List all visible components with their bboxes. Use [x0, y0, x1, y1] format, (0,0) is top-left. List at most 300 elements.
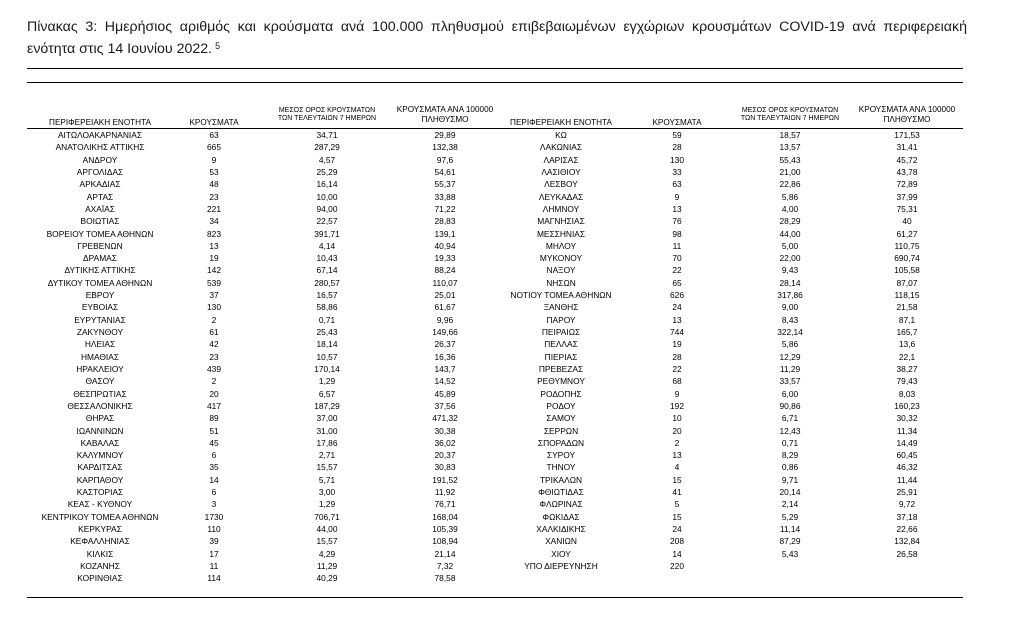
table-row	[27, 326, 963, 338]
right-cases-cell: 22	[672, 265, 682, 276]
divider-top	[27, 68, 963, 69]
left-region-cell: ΓΡΕΒΕΝΩΝ	[77, 240, 123, 251]
right-cases-cell: 9	[674, 191, 680, 202]
left-avg-cell: 5,71	[318, 474, 336, 485]
right-region-cell: ΝΑΞΟΥ	[546, 265, 576, 276]
right-region-cell: ΛΑΚΩΝΙΑΣ	[539, 142, 583, 153]
right-avg-cell: 5,86	[781, 339, 799, 350]
right-cases-cell: 10	[672, 413, 682, 424]
left-avg-cell: 4,57	[318, 154, 336, 165]
right-per100k-cell: 171,53	[894, 130, 920, 140]
right-avg-cell: 11,14	[779, 524, 801, 534]
left-cases-cell: 142	[207, 265, 221, 276]
left-region-cell: ΘΕΣΣΑΛΟΝΙΚΗΣ	[67, 400, 133, 411]
left-region-cell: ΚΟΖΑΝΗΣ	[80, 560, 120, 571]
left-per100k-cell: 16,36	[434, 351, 456, 362]
left-avg-cell: 17,86	[316, 437, 338, 448]
table-row	[27, 228, 963, 240]
left-per100k-cell: 9,96	[436, 314, 454, 325]
left-avg-cell: 187,29	[314, 400, 340, 411]
table-row	[27, 425, 963, 437]
right-region-cell: ΝΗΣΩΝ	[546, 277, 576, 288]
table-row	[27, 449, 963, 461]
right-per100k-cell: 43,78	[896, 166, 918, 177]
right-per100k-cell: 61,27	[896, 228, 918, 239]
left-region-cell: ΚΕΝΤΡΙΚΟΥ ΤΟΜΕΑ ΑΘΗΝΩΝ	[41, 511, 159, 522]
left-avg-cell: 10,43	[316, 253, 338, 264]
left-per100k-cell: 139,1	[434, 228, 456, 239]
left-region-cell: ΔΡΑΜΑΣ	[83, 253, 117, 264]
right-per100k-cell: 165,7	[896, 327, 918, 337]
right-per100k-cell: 160,23	[894, 400, 920, 411]
table-row	[27, 240, 963, 252]
right-avg-cell: 20,14	[779, 487, 801, 498]
left-region-cell: ΚΕΑΣ - ΚΥΘΝΟΥ	[67, 499, 133, 510]
right-cases-cell: 626	[670, 290, 684, 301]
left-cases-cell: 823	[207, 228, 221, 239]
table-row	[27, 363, 963, 375]
right-region-cell: ΧΑΛΚΙΔΙΚΗΣ	[536, 524, 586, 534]
left-per100k-cell: 28,83	[434, 216, 456, 227]
right-avg-cell: 9,00	[781, 302, 799, 313]
left-region-cell: ΚΑΒΑΛΑΣ	[80, 437, 120, 448]
header-avg-left-line1: ΜΕΣΟΣ ΟΡΟΣ ΚΡΟΥΣΜΑΤΩΝ	[278, 107, 376, 114]
left-per100k-cell: 61,67	[434, 302, 456, 313]
header-avg-left	[272, 107, 382, 123]
right-per100k-cell: 105,58	[894, 265, 920, 276]
table-row	[27, 289, 963, 301]
right-avg-cell: 55,43	[779, 154, 801, 165]
header-avg-left-line2: ΤΩΝ ΤΕΛΕΥΤΑΙΩΝ 7 ΗΜΕΡΩΝ	[277, 115, 377, 122]
right-per100k-cell: 45,72	[896, 154, 918, 165]
right-per100k-cell: 11,34	[896, 425, 918, 436]
header-avg-right	[735, 107, 845, 123]
right-per100k-cell: 60,45	[896, 450, 918, 461]
left-region-cell: ΚΑΡΔΙΤΣΑΣ	[77, 462, 123, 473]
right-avg-cell: 13,57	[779, 142, 801, 153]
left-region-cell: ΕΥΒΟΙΑΣ	[81, 302, 119, 313]
header-per100k-left-line2: ΠΛΗΘΥΣΜΟ	[421, 115, 469, 124]
right-cases-cell: 192	[670, 400, 684, 411]
left-avg-cell: 10,57	[316, 351, 338, 362]
left-avg-cell: 170,14	[314, 363, 340, 374]
left-per100k-cell: 26,37	[434, 339, 456, 350]
right-cases-cell: 220	[670, 560, 684, 571]
right-cases-cell: 2	[674, 437, 680, 448]
right-cases-cell: 744	[670, 327, 684, 337]
left-avg-cell: 25,43	[316, 327, 338, 337]
left-region-cell: ΗΛΕΙΑΣ	[84, 339, 116, 350]
left-region-cell: ΘΕΣΠΡΩΤΙΑΣ	[73, 388, 127, 399]
table-row	[27, 572, 963, 584]
right-region-cell: ΛΗΜΝΟΥ	[542, 203, 580, 214]
left-region-cell: ΑΙΤΩΛΟΑΚΑΡΝΑΝΙΑΣ	[57, 130, 143, 140]
left-per100k-cell: 21,14	[434, 548, 456, 559]
right-avg-cell: 322,14	[777, 327, 803, 337]
table-row	[27, 548, 963, 560]
table-row	[27, 535, 963, 547]
right-avg-cell: 21,00	[779, 166, 801, 177]
left-per100k-cell: 471,32	[432, 413, 458, 424]
left-per100k-cell: 97,6	[436, 154, 454, 165]
right-avg-cell: 44,00	[779, 228, 801, 239]
left-per100k-cell: 105,39	[432, 524, 458, 534]
right-region-cell: ΡΟΔΟΥ	[546, 400, 576, 411]
right-avg-cell: 28,29	[779, 216, 801, 227]
right-per100k-cell: 118,15	[894, 290, 920, 301]
left-avg-cell: 37,00	[316, 413, 338, 424]
right-cases-cell: 19	[672, 339, 682, 350]
right-region-cell: ΠΙΕΡΙΑΣ	[544, 351, 578, 362]
right-region-cell: ΠΕΛΛΑΣ	[544, 339, 578, 350]
left-per100k-cell: 20,37	[434, 450, 456, 461]
left-avg-cell: 40,29	[316, 573, 338, 584]
left-cases-cell: 3	[211, 499, 217, 510]
right-avg-cell: 28,14	[779, 277, 801, 288]
left-cases-cell: 417	[207, 400, 221, 411]
right-cases-cell: 98	[672, 228, 682, 239]
right-cases-cell: 13	[672, 203, 682, 214]
left-per100k-cell: 88,24	[434, 265, 456, 276]
left-cases-cell: 23	[209, 351, 219, 362]
right-per100k-cell: 25,91	[896, 487, 918, 498]
right-cases-cell: 41	[672, 487, 682, 498]
right-per100k-cell: 22,66	[896, 524, 918, 534]
right-cases-cell: 4	[674, 462, 680, 473]
right-avg-cell: 9,71	[781, 474, 799, 485]
right-avg-cell: 22,86	[779, 179, 801, 190]
right-per100k-cell: 690,74	[894, 253, 920, 264]
right-region-cell: ΛΕΥΚΑΔΑΣ	[538, 191, 584, 202]
left-region-cell: ΚΕΦΑΛΛΗΝΙΑΣ	[70, 536, 130, 547]
right-per100k-cell: 9,72	[898, 499, 916, 510]
right-region-cell: ΦΛΩΡΙΝΑΣ	[539, 499, 583, 510]
right-avg-cell: 0,86	[781, 462, 799, 473]
divider-bottom	[27, 597, 963, 598]
divider-second	[27, 82, 963, 83]
right-per100k-cell: 31,41	[896, 142, 918, 153]
right-cases-cell: 65	[672, 277, 682, 288]
right-avg-cell: 87,29	[779, 536, 801, 547]
right-region-cell: ΤΗΝΟΥ	[546, 462, 576, 473]
header-cases-left: ΚΡΟΥΣΜΑΤΑ	[189, 118, 239, 127]
right-cases-cell: 63	[672, 179, 682, 190]
header-per100k-left-line1: ΚΡΟΥΣΜΑΤΑ ΑΝΑ 100000	[396, 105, 494, 114]
header-per100k-right	[847, 105, 967, 125]
right-cases-cell: 15	[672, 474, 682, 485]
left-region-cell: ΑΝΑΤΟΛΙΚΗΣ ΑΤΤΙΚΗΣ	[55, 142, 145, 153]
table-row	[27, 215, 963, 227]
right-avg-cell: 5,29	[781, 511, 799, 522]
left-cases-cell: 35	[209, 462, 219, 473]
right-region-cell: ΠΕΙΡΑΙΩΣ	[541, 327, 581, 337]
right-avg-cell: 317,86	[777, 290, 803, 301]
right-cases-cell: 15	[672, 511, 682, 522]
left-region-cell: ΚΟΡΙΝΘΙΑΣ	[77, 573, 123, 584]
left-avg-cell: 18,14	[316, 339, 338, 350]
right-cases-cell: 11	[672, 240, 682, 251]
left-per100k-cell: 11,92	[434, 487, 456, 498]
left-avg-cell: 15,57	[316, 462, 338, 473]
left-cases-cell: 34	[209, 216, 219, 227]
left-per100k-cell: 45,89	[434, 388, 456, 399]
right-cases-cell: 24	[672, 302, 682, 313]
left-region-cell: ΚΕΡΚΥΡΑΣ	[78, 524, 122, 534]
left-per100k-cell: 40,94	[434, 240, 456, 251]
left-per100k-cell: 33,88	[434, 191, 456, 202]
left-per100k-cell: 191,52	[432, 474, 458, 485]
left-per100k-cell: 132,38	[432, 142, 458, 153]
left-avg-cell: 94,00	[316, 203, 338, 214]
header-avg-right-line2: ΤΩΝ ΤΕΛΕΥΤΑΙΩΝ 7 ΗΜΕΡΩΝ	[740, 115, 840, 122]
right-cases-cell: 13	[672, 314, 682, 325]
right-region-cell: ΛΑΣΙΘΙΟΥ	[541, 166, 581, 177]
left-region-cell: ΙΩΑΝΝΙΝΩΝ	[76, 425, 124, 436]
header-region-right: ΠΕΡΙΦΕΡΕΙΑΚΗ ΕΝΟΤΗΤΑ	[510, 118, 612, 127]
left-cases-cell: 110	[207, 524, 221, 534]
left-avg-cell: 6,57	[318, 388, 336, 399]
right-cases-cell: 208	[670, 536, 684, 547]
left-avg-cell: 706,71	[314, 511, 340, 522]
right-region-cell: ΣΠΟΡΑΔΩΝ	[537, 437, 585, 448]
left-cases-cell: 221	[207, 203, 221, 214]
right-avg-cell: 18,57	[779, 130, 801, 140]
left-region-cell: ΑΝΔΡΟΥ	[82, 154, 118, 165]
right-region-cell: ΠΡΕΒΕΖΑΣ	[538, 363, 584, 374]
table-row	[27, 264, 963, 276]
header-per100k-left	[385, 105, 505, 125]
table-row	[27, 166, 963, 178]
left-avg-cell: 287,29	[314, 142, 340, 153]
table-header	[27, 103, 963, 129]
table-row	[27, 511, 963, 523]
left-cases-cell: 61	[209, 327, 219, 337]
right-cases-cell: 9	[674, 388, 680, 399]
left-cases-cell: 2	[211, 314, 217, 325]
table-row	[27, 351, 963, 363]
table-body	[27, 129, 963, 585]
right-per100k-cell: 37,99	[896, 191, 918, 202]
right-cases-cell: 20	[672, 425, 682, 436]
left-per100k-cell: 78,58	[434, 573, 456, 584]
left-region-cell: ΕΒΡΟΥ	[85, 290, 115, 301]
left-avg-cell: 11,29	[316, 560, 338, 571]
table-row	[27, 252, 963, 264]
header-per100k-right-line1: ΚΡΟΥΣΜΑΤΑ ΑΝΑ 100000	[858, 105, 956, 114]
left-avg-cell: 3,00	[318, 487, 336, 498]
left-cases-cell: 665	[207, 142, 221, 153]
left-per100k-cell: 36,02	[434, 437, 456, 448]
right-region-cell: ΛΑΡΙΣΑΣ	[543, 154, 579, 165]
left-per100k-cell: 71,22	[434, 203, 456, 214]
right-avg-cell: 22,00	[779, 253, 801, 264]
right-region-cell: ΝΟΤΙΟΥ ΤΟΜΕΑ ΑΘΗΝΩΝ	[510, 290, 612, 301]
right-per100k-cell: 132,84	[894, 536, 920, 547]
right-per100k-cell: 22,1	[898, 351, 916, 362]
left-per100k-cell: 168,04	[432, 511, 458, 522]
right-cases-cell: 5	[674, 499, 680, 510]
left-region-cell: ΔΥΤΙΚΗΣ ΑΤΤΙΚΗΣ	[64, 265, 136, 276]
left-avg-cell: 4,14	[318, 240, 336, 251]
left-per100k-cell: 29,89	[434, 130, 456, 140]
left-avg-cell: 0,71	[318, 314, 336, 325]
left-avg-cell: 22,57	[316, 216, 338, 227]
right-per100k-cell: 37,18	[896, 511, 918, 522]
left-region-cell: ΑΡΓΟΛΙΔΑΣ	[76, 166, 124, 177]
left-avg-cell: 31,00	[316, 425, 338, 436]
left-region-cell: ΘΑΣΟΥ	[85, 376, 115, 387]
left-cases-cell: 2	[211, 376, 217, 387]
right-cases-cell: 14	[672, 548, 682, 559]
right-region-cell: ΧΑΝΙΩΝ	[545, 536, 577, 547]
right-avg-cell: 90,86	[779, 400, 801, 411]
right-per100k-cell: 30,32	[896, 413, 918, 424]
right-per100k-cell: 14,49	[896, 437, 918, 448]
right-cases-cell: 70	[672, 253, 682, 264]
left-region-cell: ΗΜΑΘΙΑΣ	[80, 351, 120, 362]
right-avg-cell: 6,00	[781, 388, 799, 399]
left-region-cell: ΘΗΡΑΣ	[85, 413, 115, 424]
right-region-cell: ΣΑΜΟΥ	[546, 413, 576, 424]
left-region-cell: ΚΑΣΤΟΡΙΑΣ	[76, 487, 124, 498]
right-region-cell: ΦΩΚΙΔΑΣ	[542, 511, 580, 522]
right-cases-cell: 13	[672, 450, 682, 461]
right-per100k-cell: 13,6	[898, 339, 916, 350]
right-region-cell: ΜΥΚΟΝΟΥ	[539, 253, 583, 264]
left-avg-cell: 16,57	[316, 290, 338, 301]
right-cases-cell: 28	[672, 142, 682, 153]
left-cases-cell: 14	[209, 474, 219, 485]
table-row	[27, 154, 963, 166]
right-region-cell: ΚΩ	[555, 130, 567, 140]
left-cases-cell: 11	[209, 560, 219, 571]
table-row	[27, 338, 963, 350]
left-region-cell: ΚΑΛΥΜΝΟΥ	[76, 450, 124, 461]
right-cases-cell: 76	[672, 216, 682, 227]
left-per100k-cell: 14,52	[434, 376, 456, 387]
left-per100k-cell: 110,07	[432, 277, 458, 288]
left-per100k-cell: 76,71	[434, 499, 456, 510]
right-avg-cell: 0,71	[781, 437, 799, 448]
right-avg-cell: 6,71	[781, 413, 799, 424]
table-row	[27, 375, 963, 387]
left-cases-cell: 39	[209, 536, 219, 547]
left-cases-cell: 9	[211, 154, 217, 165]
left-avg-cell: 2,71	[318, 450, 336, 461]
left-region-cell: ΚΙΛΚΙΣ	[86, 548, 114, 559]
right-region-cell: ΡΟΔΟΠΗΣ	[540, 388, 582, 399]
right-avg-cell: 8,29	[781, 450, 799, 461]
right-avg-cell: 12,29	[779, 351, 801, 362]
right-avg-cell: 5,43	[781, 548, 799, 559]
left-cases-cell: 19	[209, 253, 219, 264]
right-region-cell: ΣΕΡΡΩΝ	[543, 425, 579, 436]
left-cases-cell: 48	[209, 179, 219, 190]
table-row	[27, 474, 963, 486]
left-avg-cell: 34,71	[316, 130, 338, 140]
header-per100k-right-line2: ΠΛΗΘΥΣΜΟ	[883, 115, 931, 124]
table-row	[27, 412, 963, 424]
table-row	[27, 560, 963, 572]
table-row	[27, 498, 963, 510]
right-avg-cell: 2,14	[781, 499, 799, 510]
right-region-cell: ΜΕΣΣΗΝΙΑΣ	[536, 228, 586, 239]
table-row	[27, 523, 963, 535]
left-per100k-cell: 7,32	[436, 560, 454, 571]
right-avg-cell: 5,00	[781, 240, 799, 251]
table-row	[27, 178, 963, 190]
right-region-cell: ΞΑΝΘΗΣ	[543, 302, 579, 313]
right-region-cell: ΦΘΙΩΤΙΔΑΣ	[538, 487, 584, 498]
left-region-cell: ΑΧΑΪΑΣ	[85, 203, 115, 214]
left-per100k-cell: 149,66	[432, 327, 458, 337]
left-cases-cell: 6	[211, 487, 217, 498]
table-row	[27, 129, 963, 141]
right-per100k-cell: 79,43	[896, 376, 918, 387]
left-cases-cell: 6	[211, 450, 217, 461]
left-avg-cell: 4,29	[318, 548, 336, 559]
left-cases-cell: 53	[209, 166, 219, 177]
left-per100k-cell: 143,7	[434, 363, 456, 374]
header-avg-right-line1: ΜΕΣΟΣ ΟΡΟΣ ΚΡΟΥΣΜΑΤΩΝ	[741, 107, 839, 114]
right-region-cell: ΡΕΘΥΜΝΟΥ	[537, 376, 585, 387]
left-cases-cell: 89	[209, 413, 219, 424]
left-cases-cell: 37	[209, 290, 219, 301]
right-avg-cell: 33,57	[779, 376, 801, 387]
right-per100k-cell: 87,1	[898, 314, 916, 325]
left-region-cell: ΚΑΡΠΑΘΟΥ	[76, 474, 124, 485]
right-region-cell: ΣΥΡΟΥ	[546, 450, 576, 461]
left-per100k-cell: 54,61	[434, 166, 456, 177]
footnote-marker: 5	[215, 41, 221, 51]
right-region-cell: ΤΡΙΚΑΛΩΝ	[539, 474, 583, 485]
right-avg-cell: 4,00	[781, 203, 799, 214]
table-row	[27, 400, 963, 412]
left-avg-cell: 15,57	[316, 536, 338, 547]
right-per100k-cell: 110,75	[894, 240, 920, 251]
right-cases-cell: 33	[672, 166, 682, 177]
right-region-cell: ΠΑΡΟΥ	[546, 314, 576, 325]
left-region-cell: ΖΑΚΥΝΘΟΥ	[76, 327, 124, 337]
right-per100k-cell: 75,31	[896, 203, 918, 214]
table-row	[27, 141, 963, 153]
right-per100k-cell: 26,58	[896, 548, 918, 559]
right-avg-cell: 12,43	[779, 425, 801, 436]
table-row	[27, 277, 963, 289]
right-region-cell: ΛΕΣΒΟΥ	[544, 179, 578, 190]
left-per100k-cell: 55,37	[434, 179, 456, 190]
right-per100k-cell: 72,89	[896, 179, 918, 190]
right-avg-cell: 8,43	[781, 314, 799, 325]
right-per100k-cell: 21,58	[896, 302, 918, 313]
left-avg-cell: 280,57	[314, 277, 340, 288]
table-row	[27, 437, 963, 449]
header-cases-right: ΚΡΟΥΣΜΑΤΑ	[652, 118, 702, 127]
left-avg-cell: 16,14	[316, 179, 338, 190]
left-per100k-cell: 108,94	[432, 536, 458, 547]
left-region-cell: ΔΥΤΙΚΟΥ ΤΟΜΕΑ ΑΘΗΝΩΝ	[47, 277, 153, 288]
right-cases-cell: 68	[672, 376, 682, 387]
right-cases-cell: 28	[672, 351, 682, 362]
left-cases-cell: 1730	[204, 511, 224, 522]
left-cases-cell: 130	[207, 302, 221, 313]
table-row	[27, 203, 963, 215]
left-cases-cell: 23	[209, 191, 219, 202]
left-cases-cell: 13	[209, 240, 219, 251]
left-avg-cell: 44,00	[316, 524, 338, 534]
right-region-cell: ΜΗΛΟΥ	[545, 240, 577, 251]
right-region-cell: ΧΙΟΥ	[551, 548, 571, 559]
